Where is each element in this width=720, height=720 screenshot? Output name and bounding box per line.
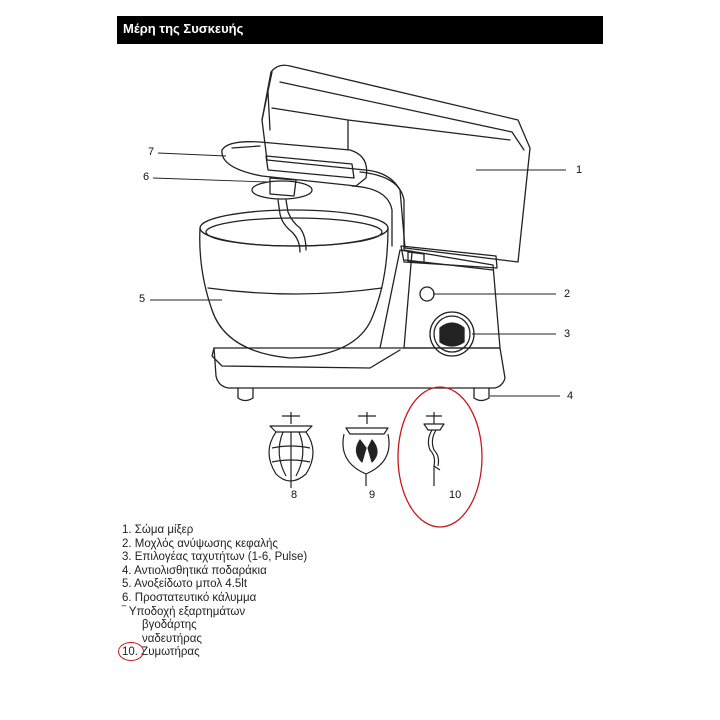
callout-9: 9	[369, 489, 376, 501]
head-lift-lever	[420, 287, 434, 301]
flat-beater-attachment	[343, 412, 389, 486]
callout-5: 5	[139, 293, 146, 305]
legend-item: 10. Ζυμωτήρας	[122, 646, 200, 659]
callout-2: 2	[564, 288, 571, 300]
legend-item: ‾ Υποδοχή εξαρτημάτων	[122, 605, 246, 618]
speed-selector-dial	[430, 312, 474, 356]
callout-10: 10	[449, 489, 462, 501]
legend-item: 3. Επιλογέας ταχυτήτων (1-6, Pulse)	[122, 551, 308, 564]
section-title: Μέρη της Συσκευής	[123, 21, 244, 36]
legend-item: ναδευτήρας	[142, 632, 202, 645]
legend-item: 5. Ανοξείδωτο μπολ 4.5lt	[122, 578, 248, 591]
attachment-hub	[252, 178, 312, 199]
whisk-attachment	[269, 412, 313, 488]
mixer-base	[212, 348, 505, 401]
callout-6: 6	[143, 171, 150, 183]
mixing-bowl	[200, 210, 388, 358]
legend-item: 2. Μοχλός ανύψωσης κεφαλής	[122, 537, 278, 550]
highlight-ring-legend-10	[118, 642, 144, 661]
callout-7: 7	[148, 146, 155, 158]
legend-item: βγοδάρτης	[142, 619, 197, 632]
legend-item: 4. Αντιολισθητικά ποδαράκια	[122, 564, 267, 577]
legend-item: 1. Σώμα μίξερ	[122, 524, 194, 536]
callout-8: 8	[291, 489, 298, 501]
legend-item: 6. Προστατευτικό κάλυμμα	[122, 591, 257, 604]
parts-legend	[122, 524, 307, 660]
callout-3: 3	[564, 328, 571, 340]
highlight-ring-hook	[398, 387, 482, 527]
dough-hook-attachment	[424, 412, 444, 486]
callout-1: 1	[576, 164, 583, 176]
callout-4: 4	[567, 390, 574, 402]
